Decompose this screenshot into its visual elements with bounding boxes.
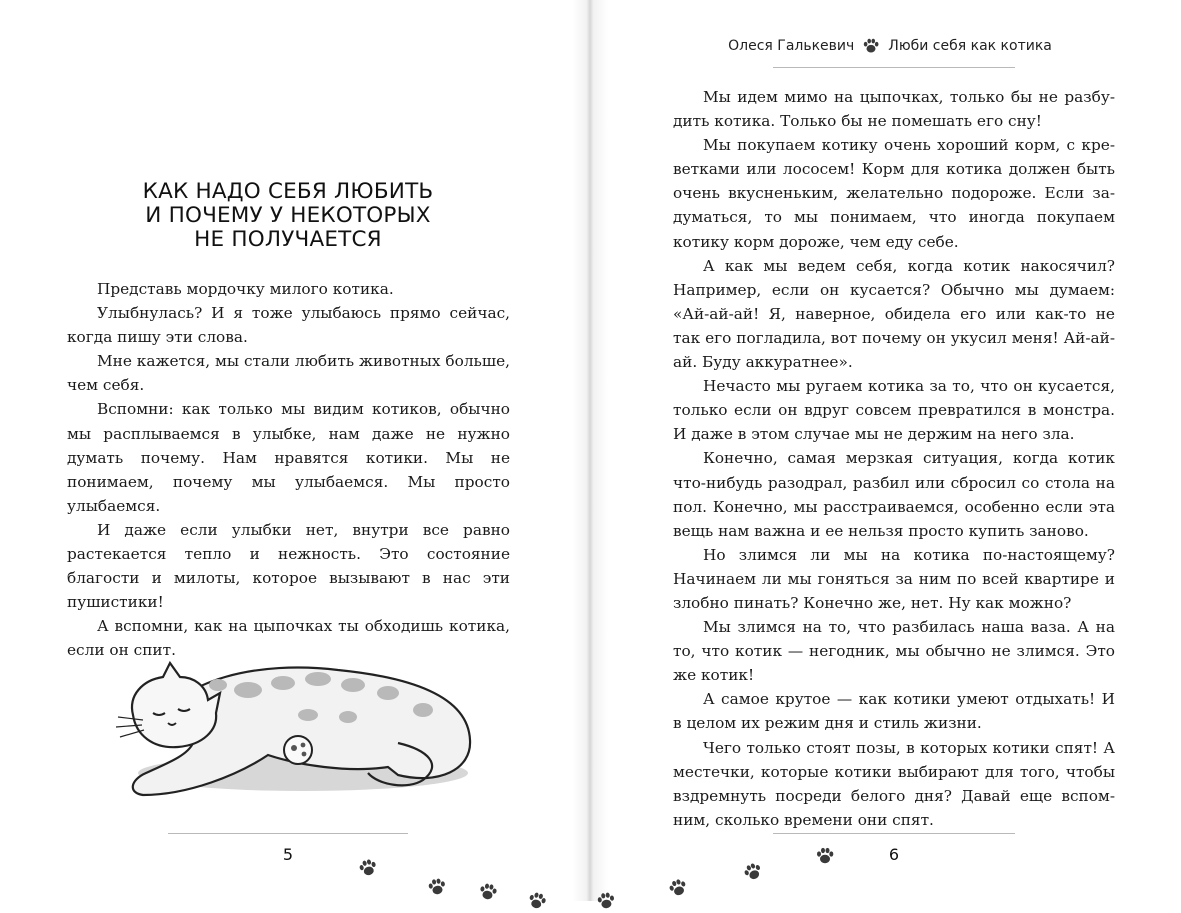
paragraph: Улыбнулась? И я тоже улыбаюсь прямо сейчас, когда пишу эти слова. <box>67 304 510 347</box>
sleeping-cat-illustration <box>98 655 478 810</box>
header-author: Олеся Галькевич <box>728 38 855 54</box>
footer-rule <box>168 833 408 834</box>
left-page <box>0 0 590 901</box>
paragraph: А как мы ведем себя, когда котик накосячил? Например, если он кусается? Обычно мы думаем: «Ай-ай-ай! Я, наверное, обидела его или как-то не так его погладила, вот почему он укусил меня! Ай-ай-ай. Буду аккуратнее». <box>673 256 1115 372</box>
paragraph: Мы злимся на то, что разбилась наша ваза. А на то, что котик — негодник, мы обычно не злимся. Это же котик! <box>673 618 1115 685</box>
paragraph: Конечно, самая мерзкая ситуация, когда котик что-нибудь разодрал, разбил или сбросил со стола на пол. Конечно, мы расстраиваемся, особенно если эта вещь нам важна и ее нельзя просто купить заново. <box>673 449 1115 540</box>
paw-icon <box>862 37 880 55</box>
paragraph: Но злимся ли мы на котика по-настоящему? Начинаем ли мы гоняться за ним по всей квартире и злобно пинать? Конечно же, нет. Ну как можно? <box>673 545 1115 612</box>
page-number: 5 <box>282 845 294 864</box>
left-page-body <box>67 277 510 663</box>
footer-rule <box>773 833 1015 834</box>
paragraph: Представь мордочку милого котика. <box>97 280 394 298</box>
chapter-title <box>68 180 508 252</box>
paragraph: Вспомни: как только мы видим котиков, обычно мы расплываемся в улыбке, нам даже не нужно думать почему. Нам нравятся котики. Мы не понимаем, почему мы улыбаемся. Мы просто улыбаемся. <box>67 400 510 515</box>
paragraph: А вспомни, как на цыпочках ты обходишь котика, если он спит. <box>67 617 510 660</box>
running-header <box>700 37 1080 55</box>
right-page-body <box>673 85 1115 832</box>
chapter-title-line: И ПОЧЕМУ У НЕКОТОРЫХ <box>145 203 431 228</box>
header-rule <box>773 67 1015 68</box>
chapter-title-line: КАК НАДО СЕБЯ ЛЮБИТЬ <box>142 179 434 204</box>
header-book-title: Люби себя как котика <box>888 38 1052 54</box>
paragraph: Нечасто мы ругаем котика за то, что он кусается, только если он вдруг совсем превратился в монстра. И даже в этом случае мы не держим на него зла. <box>673 377 1115 444</box>
paragraph: Мы идем мимо на цыпочках, только бы не разбудить котика. Только бы не помешать его сну! <box>673 88 1115 131</box>
paw-print-icon <box>476 880 499 903</box>
page-number: 6 <box>888 845 900 864</box>
paw-print-icon <box>425 875 448 898</box>
paragraph: Чего только стоят позы, в которых котики спят! А местечки, которые котики выбирают для того, чтобы вздремнуть посреди белого дня? Давай еще вспомним, сколько времени они спят. <box>673 738 1115 829</box>
paragraph: И даже если улыбки нет, внутри все равно растекается тепло и нежность. Это состояние благости и милоты, которое вызывают в нас эти пушистики! <box>67 520 510 612</box>
chapter-title-line: НЕ ПОЛУЧАЕТСЯ <box>194 227 382 252</box>
paragraph: Мы покупаем котику очень хороший корм, с креветками или лососем! Корм для котика должен быть очень вкусненьким, желательно подороже. Если задуматься, то мы понимаем, что иногда покупаем котику корм дороже, чем еду себе. <box>673 136 1115 251</box>
paragraph: Мне кажется, мы стали любить животных больше, чем себя. <box>67 352 510 395</box>
paw-print-icon <box>595 890 618 913</box>
paw-print-icon <box>815 846 835 866</box>
paragraph: А самое крутое — как котики умеют отдыхать! И в целом их режим дня и стиль жизни. <box>673 690 1115 733</box>
